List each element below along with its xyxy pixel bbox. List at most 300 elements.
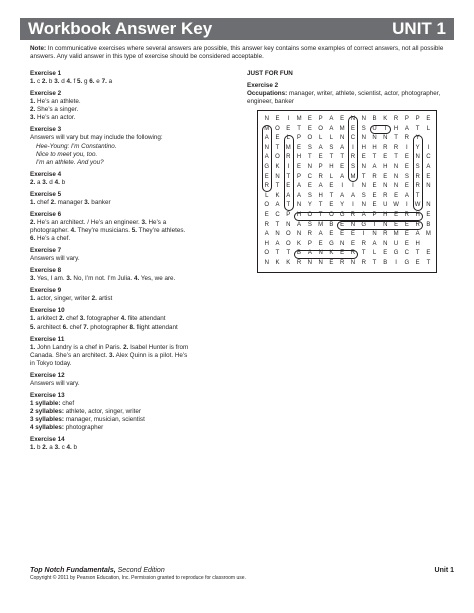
answer-line: [30, 78, 228, 86]
grid-letter: S: [361, 192, 366, 199]
answer-text: Canada. She’s an architect.: [30, 351, 109, 359]
grid-letter: N: [350, 260, 356, 266]
just-for-fun-title: JUST FOR FUN: [247, 70, 293, 77]
grid-letter: N: [393, 173, 399, 180]
answer-text: b: [35, 444, 43, 452]
grid-letter: Y: [340, 202, 345, 209]
page-footer: [30, 567, 454, 581]
answer-line: [30, 416, 228, 424]
answer-number: 2.: [91, 295, 97, 303]
answer-number: 4.: [133, 275, 140, 283]
footer-copyright: Copyright © 2011 by Pearson Education, Inc. Permission granted to reproduce for classroom use.: [30, 575, 246, 581]
grid-letter: H: [383, 212, 388, 218]
grid-letter: I: [362, 231, 365, 238]
grid-letter: T: [275, 250, 280, 257]
grid-letter: R: [372, 173, 377, 180]
grid-letter: G: [361, 221, 367, 228]
grid-letter: E: [404, 183, 409, 190]
grid-letter: I: [341, 183, 343, 190]
answer-number: 3.: [79, 315, 85, 323]
grid-letter: A: [307, 250, 312, 257]
grid-letter: H: [329, 164, 334, 170]
grid-letter: E: [329, 202, 334, 209]
exercise-block: [30, 70, 228, 86]
grid-letter: L: [329, 135, 334, 142]
answer-line: [30, 114, 228, 122]
answer-line: [30, 134, 228, 142]
exercise-block: [30, 336, 228, 368]
answer-text: artist: [96, 295, 113, 303]
grid-letter: H: [296, 154, 302, 161]
answer-number: 2.: [42, 444, 48, 452]
exercise-block: [30, 191, 228, 207]
exercise-title: Exercise 3: [30, 126, 62, 134]
answer-line: [30, 408, 228, 416]
grid-letter: N: [361, 116, 366, 122]
answer-line: [30, 380, 228, 388]
answer-line: [30, 360, 228, 368]
grid-letter: N: [264, 144, 269, 151]
exercise-block: [30, 287, 228, 303]
exercise-block: [30, 436, 228, 452]
grid-letter: E: [394, 221, 399, 228]
grid-letter: B: [426, 221, 431, 228]
grid-letter: R: [307, 231, 313, 238]
answer-number: 7.: [83, 323, 89, 331]
grid-letter: G: [264, 164, 270, 170]
answer-text: She’s a singer.: [35, 106, 79, 114]
occupations-text: manager, writer, athlete, scientist, actor, photographer, engineer, banker: [247, 90, 441, 106]
grid-letter: O: [329, 212, 334, 218]
grid-letter: N: [393, 183, 399, 190]
exercise-title: Exercise 13: [30, 391, 65, 399]
grid-letter: T: [372, 260, 377, 266]
grid-letter: E: [340, 250, 345, 257]
grid-letter: I: [406, 144, 408, 151]
grid-letter: T: [318, 212, 323, 218]
exercise-block: [30, 392, 228, 432]
answer-number: 3.: [141, 218, 147, 226]
grid-letter: N: [318, 260, 323, 266]
grid-letter: E: [372, 183, 377, 190]
grid-letter: M: [350, 173, 356, 180]
grid-letter: N: [361, 135, 366, 142]
answer-text: Alex Quinn is a pilot. He’s: [114, 351, 188, 359]
grid-letter: N: [307, 260, 313, 266]
grid-letter: H: [264, 240, 269, 247]
answer-text: d: [47, 178, 55, 186]
grid-letter: N: [393, 164, 399, 170]
grid-letter: I: [352, 202, 354, 209]
grid-letter: T: [426, 260, 431, 266]
grid-letter: A: [340, 144, 345, 151]
grid-letter: E: [350, 240, 355, 247]
grid-letter: L: [372, 250, 377, 257]
grid-letter: N: [361, 164, 366, 170]
grid-letter: O: [285, 231, 291, 238]
grid-letter: M: [285, 144, 291, 151]
grid-letter: P: [404, 116, 409, 122]
grid-letter: H: [393, 125, 399, 132]
exercise-title: Exercise 5: [30, 190, 62, 198]
grid-letter: N: [361, 183, 366, 190]
answer-text: Yes, I am.: [35, 275, 67, 283]
grid-letter: R: [286, 154, 291, 161]
answer-number: 2.: [123, 343, 129, 351]
grid-letter: O: [275, 154, 280, 161]
grid-letter: A: [372, 164, 377, 170]
grid-letter: I: [373, 221, 376, 228]
grid-letter: Y: [307, 202, 312, 209]
answer-number: 5.: [131, 227, 138, 235]
answer-number: 2.: [59, 315, 65, 323]
answer-number: 4.: [70, 227, 76, 235]
answers-column: [30, 70, 228, 456]
grid-letter: T: [318, 202, 323, 209]
answer-text: photographer.: [30, 227, 71, 235]
grid-letter: N: [340, 240, 345, 247]
grid-letter: S: [350, 164, 355, 170]
circle-banker: [294, 250, 358, 259]
answer-number: 1.: [30, 444, 36, 452]
note-label: Note:: [30, 45, 47, 52]
answer-line: [30, 179, 228, 187]
exercise-title: Exercise 12: [30, 371, 65, 379]
answer-line: [30, 227, 228, 235]
grid-letter: T: [297, 125, 301, 132]
grid-letter: L: [329, 173, 334, 180]
answer-text: No, I’m not. I’m Julia.: [71, 275, 134, 283]
grid-letter: A: [404, 125, 409, 132]
grid-letter: C: [350, 135, 356, 142]
grid-letter: L: [286, 135, 290, 142]
answer-number: 2.: [41, 78, 48, 86]
answer-line: [30, 352, 228, 360]
grid-letter: E: [350, 125, 355, 132]
answer-line: [30, 444, 228, 452]
grid-letter: A: [350, 192, 355, 199]
word-search-grid: [261, 115, 433, 269]
answer-text: d: [59, 78, 67, 86]
grid-letter: E: [275, 116, 280, 122]
answer-text: chef: [64, 315, 80, 323]
grid-letter: T: [372, 154, 377, 161]
answer-text: manager, musician, scientist: [63, 416, 145, 424]
grid-letter: L: [265, 192, 269, 199]
grid-letter: E: [404, 164, 409, 170]
answer-text: chef: [67, 323, 84, 331]
grid-letter: H: [415, 240, 420, 247]
note-text: In communicative exercises where several answers are possible, this answer key contains some examples of correct answers, not all possible answers. Any valid answer in this type of exercise should be considered acceptable.: [30, 45, 444, 61]
exercise-title: Exercise 6: [30, 210, 62, 218]
grid-letter: E: [383, 173, 388, 180]
grid-letter: P: [297, 135, 302, 142]
circle-engineer: [337, 221, 422, 230]
grid-letter: E: [329, 231, 334, 238]
grid-letter: G: [393, 250, 399, 257]
grid-letter: A: [318, 144, 323, 151]
answer-text: arkitect: [35, 315, 60, 323]
exercise-block: [30, 372, 228, 388]
grid-letter: N: [415, 154, 420, 161]
dialog-line: Nice to meet you, too.: [36, 150, 98, 158]
answer-text: He’s a: [146, 218, 167, 226]
grid-letter: E: [404, 221, 409, 228]
grid-letter: T: [275, 183, 280, 190]
grid-letter: P: [372, 212, 377, 218]
circle-athlete: [348, 116, 358, 183]
grid-letter: R: [404, 135, 410, 142]
grid-letter: K: [275, 260, 280, 266]
dialog-line: Hee-Young: I’m Constantino.: [36, 142, 117, 150]
exercise-title: Exercise 1: [30, 70, 62, 77]
grid-letter: E: [340, 231, 345, 238]
grid-letter: T: [415, 250, 420, 257]
grid-letter: E: [329, 183, 334, 190]
answer-text: Answers will vary.: [30, 379, 80, 387]
answer-number: 3.: [30, 114, 36, 122]
grid-letter: G: [339, 212, 345, 218]
grid-letter: K: [297, 240, 302, 247]
grid-letter: H: [361, 144, 366, 151]
grid-letter: B: [329, 221, 334, 228]
exercise-title: Exercise 9: [30, 287, 62, 295]
grid-letter: O: [264, 250, 270, 257]
exercise-block: [30, 307, 228, 331]
grid-letter: T: [329, 192, 334, 199]
grid-letter: E: [275, 135, 280, 142]
grid-letter: R: [383, 192, 388, 199]
grid-letter: K: [275, 192, 280, 199]
grid-letter: R: [318, 173, 323, 180]
answer-text: b: [47, 78, 55, 86]
grid-letter: T: [275, 144, 280, 151]
answer-line: [30, 199, 228, 207]
answer-text: e: [94, 78, 102, 86]
exercise-title: Exercise 8: [30, 267, 62, 275]
answer-text: g: [82, 78, 90, 86]
answer-number: 6.: [30, 235, 36, 243]
grid-letter: B: [297, 250, 302, 257]
grid-letter: N: [383, 221, 388, 228]
grid-letter: H: [415, 212, 420, 218]
grid-letter: M: [393, 231, 399, 238]
answer-number: 3.: [109, 351, 115, 359]
grid-letter: R: [415, 221, 420, 228]
grid-letter: R: [415, 173, 420, 180]
answer-text: c: [35, 78, 42, 86]
exercise-block: [30, 211, 228, 243]
grid-letter: R: [264, 221, 269, 228]
grid-letter: S: [404, 173, 409, 180]
answer-text: Answers will vary but may include the following:: [30, 134, 163, 142]
grid-letter: I: [352, 183, 354, 190]
answer-number: 2.: [30, 218, 36, 226]
grid-letter: C: [275, 212, 280, 218]
grid-letter: T: [308, 154, 312, 161]
grid-letter: M: [425, 231, 431, 238]
grid-letter: E: [340, 221, 345, 228]
grid-letter: G: [404, 260, 410, 266]
grid-letter: E: [404, 154, 409, 161]
answer-number: 3 syllables:: [30, 416, 64, 424]
grid-letter: T: [394, 154, 398, 161]
grid-letter: E: [307, 125, 312, 132]
answer-number: 6.: [62, 323, 68, 331]
answer-number: 3.: [30, 275, 36, 283]
grid-letter: A: [426, 164, 431, 170]
grid-letter: R: [383, 144, 388, 151]
grid-letter: N: [318, 250, 323, 257]
grid-letter: C: [307, 173, 313, 180]
answer-line: [30, 98, 228, 106]
grid-letter: I: [406, 202, 408, 209]
answer-number: 6.: [89, 78, 95, 86]
grid-letter: P: [415, 116, 420, 122]
answer-number: 2.: [30, 106, 36, 114]
grid-letter: E: [350, 231, 355, 238]
answer-text: fotographer: [85, 315, 121, 323]
grid-letter: N: [286, 221, 291, 228]
grid-letter: W: [414, 202, 421, 209]
grid-letter: O: [275, 125, 280, 132]
circle-manager: [262, 125, 272, 192]
grid-letter: A: [361, 212, 366, 218]
answer-line: [30, 400, 228, 408]
grid-letter: W: [393, 202, 399, 209]
grid-letter: M: [339, 125, 345, 132]
grid-letter: A: [340, 192, 345, 199]
grid-letter: A: [329, 116, 334, 122]
answer-text: photographer: [63, 424, 104, 432]
exercise-block: [30, 90, 228, 122]
grid-letter: T: [286, 250, 291, 257]
answer-number: 1.: [30, 315, 36, 323]
exercise-title: Exercise 2: [30, 90, 62, 98]
answer-text: Isabel Hunter is from: [128, 343, 189, 351]
answer-text: They’re athletes.: [137, 227, 186, 235]
grid-letter: A: [329, 125, 334, 132]
unit-label: UNIT 1: [392, 19, 446, 38]
answer-text: He’s an architect. / He’s an engineer.: [35, 218, 142, 226]
grid-letter: E: [404, 231, 409, 238]
grid-letter: I: [427, 144, 430, 151]
footer-book-title: [30, 567, 454, 574]
grid-letter: T: [286, 173, 291, 180]
grid-letter: T: [415, 192, 420, 199]
grid-letter: N: [372, 231, 377, 238]
grid-letter: P: [297, 173, 302, 180]
grid-letter: E: [426, 173, 431, 180]
grid-letter: K: [383, 116, 388, 122]
grid-letter: O: [285, 240, 291, 247]
grid-letter: A: [264, 135, 269, 142]
answer-number: 3.: [54, 444, 60, 452]
grid-letter: T: [329, 154, 334, 161]
exercise-block: [30, 247, 228, 263]
answer-text: athlete, actor, singer, writer: [63, 408, 141, 416]
answer-text: chef: [60, 399, 75, 407]
answer-text: Yes, we are.: [139, 275, 176, 283]
word-search-puzzle: [257, 110, 437, 273]
grid-letter: L: [318, 135, 323, 142]
answer-text: banker: [89, 198, 111, 206]
grid-letter: A: [404, 192, 409, 199]
answer-text: a: [47, 444, 55, 452]
circle-actor: [413, 135, 423, 211]
book-edition: Second Edition: [115, 567, 165, 574]
grid-letter: A: [297, 183, 302, 190]
grid-letter: E: [286, 125, 291, 132]
answer-number: 3.: [84, 198, 90, 206]
grid-letter: R: [415, 183, 420, 190]
exercise-block: [30, 126, 228, 166]
answer-line: [30, 324, 228, 332]
grid-letter: E: [372, 192, 377, 199]
answer-number: 8.: [129, 323, 135, 331]
answer-text: c: [59, 444, 67, 452]
answer-text: manager: [55, 198, 85, 206]
grid-letter: E: [383, 250, 388, 257]
grid-letter: A: [318, 183, 323, 190]
grid-letter: U: [393, 240, 399, 247]
grid-letter: P: [318, 116, 323, 122]
grid-letter: E: [426, 212, 431, 218]
grid-letter: S: [415, 164, 420, 170]
grid-letter: R: [350, 154, 356, 161]
grid-letter: N: [296, 202, 302, 209]
grid-letter: N: [350, 116, 356, 122]
answer-line: [30, 295, 228, 303]
book-name: Top Notch Fundamentals,: [30, 567, 116, 574]
grid-letter: E: [383, 154, 388, 161]
answer-line: [30, 315, 228, 323]
answer-text: a: [35, 178, 43, 186]
grid-letter: H: [372, 144, 377, 151]
answer-line: [30, 424, 228, 432]
grid-letter: N: [361, 202, 366, 209]
answer-number: 1.: [30, 343, 36, 351]
grid-letter: G: [329, 240, 334, 247]
grid-letter: R: [264, 183, 269, 190]
exercise-block: [30, 267, 228, 283]
answer-text: flite attendant: [125, 315, 166, 323]
grid-letter: L: [426, 125, 431, 132]
grid-letter: E: [318, 240, 323, 247]
grid-letter: I: [384, 125, 387, 132]
grid-letter: T: [340, 154, 344, 161]
answer-number: 1 syllable:: [30, 399, 61, 407]
circle-writer: [370, 125, 391, 134]
just-for-fun-column: [247, 70, 452, 106]
circle-photographer: [294, 212, 423, 221]
page-title: Workbook Answer Key: [28, 19, 213, 38]
answer-number: 5.: [77, 78, 83, 86]
grid-letter: N: [372, 135, 377, 142]
answer-number: 3.: [42, 178, 48, 186]
grid-letter: B: [372, 116, 377, 122]
answer-text: They’re musicians.: [75, 227, 132, 235]
answer-line: [30, 255, 228, 263]
answer-number: 4.: [66, 444, 72, 452]
grid-letter: S: [361, 125, 366, 132]
answer-text: He’s an actor.: [35, 114, 76, 122]
grid-letter: U: [372, 125, 377, 132]
grid-letter: E: [307, 116, 312, 122]
grid-letter: I: [352, 144, 354, 151]
grid-letter: P: [318, 164, 323, 170]
grid-letter: H: [318, 192, 323, 199]
